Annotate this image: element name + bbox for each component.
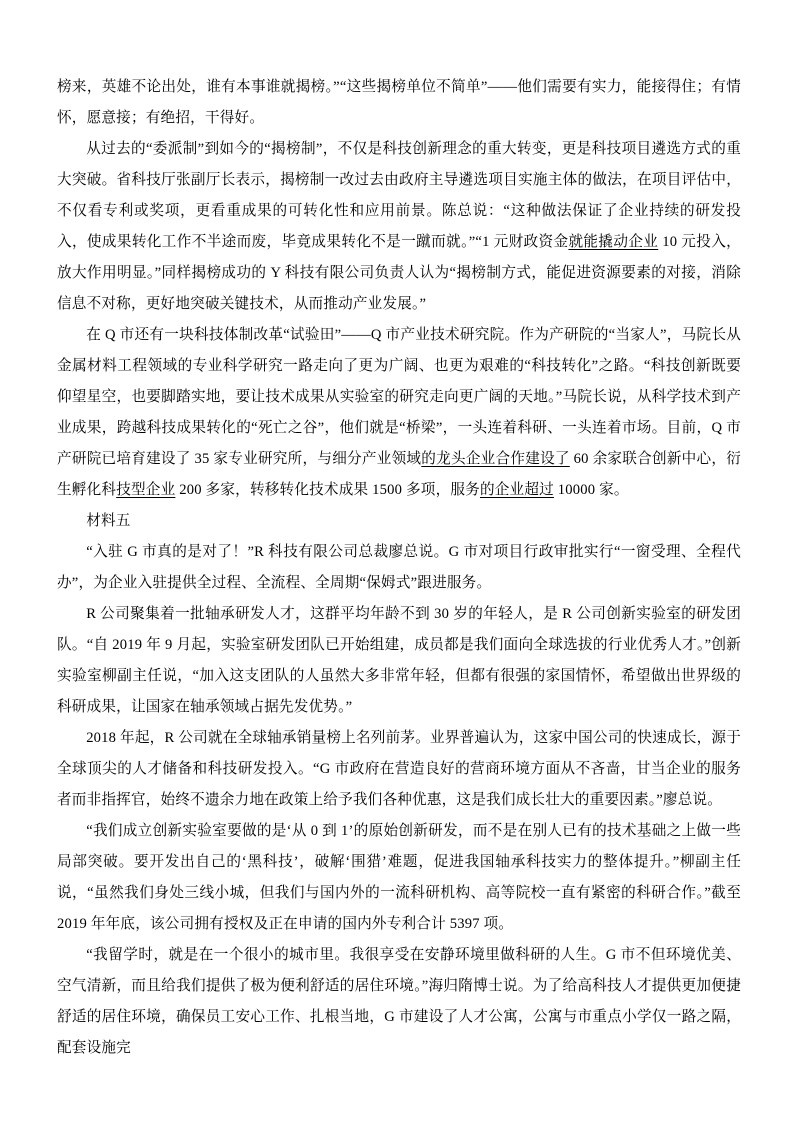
paragraph-innovation-lab [57,816,741,940]
text-run: “入驻 G 市真的是对了！”R 科技有限公司总裁廖总说。G 市对项目行政审批实行“一窗受理、全程代办”，为企业入驻提供全过程、全流程、全周期“保姆式”跟进服务。 [57,544,741,591]
text-run: “我们成立创新实验室要做的是‘从 0 到 1’的原始创新研发，而不是在别人已有的技术基础之上做一些局部突破。要开发出自己的‘黑科技’，破解‘围猎’难题，促进我国轴承科技实力的整体提升。”柳副主任说，“虽然我们身处三线小城，但我们与国内外的一流科研机构、高等院校一直有紧密的科研合作。”截至 2019 年年底，该公司拥有授权及正在申请的国内外专利合计 5397 项。 [57,823,741,932]
text-run: 在 Q 市还有一块科技体制改革“试验田”——Q 市产业技术研究院。作为产研院的“当家人”，马院长从金属材料工程领域的专业科学研究一路走向了更为广阔、也更为艰难的“科技转化”之路。“科技创新既要仰望星空，也要脚踏实地，要让技术成果从实验室的研究走向更广阔的天地。”马院长说，从科学技术到产业成果，跨越科技成果转化的“死亡之谷”，他们就是“桥梁”，一头连着科研、一头连着市场。目前，Q 市产研院已培育建设了 35 家专业研究所，与细分产业领域 [57,327,741,467]
text-run: 榜来，英雄不论出处，谁有本事谁就揭榜。”“这些揭榜单位不简单”——他们需要有实力，能接得住；有情怀，愿意接；有绝招，干得好。 [57,79,741,126]
paragraph-section-heading-material-five [57,506,741,537]
text-run: 60 余家联合创新中心，衍生孵化科 [57,451,741,498]
paragraph-q-city-research-institute [57,320,741,506]
text-run: 材料五 [86,513,131,529]
paragraph-r-company-talent [57,599,741,723]
underlined-text-run: 的企业超过 [479,482,554,498]
paragraph-living-environment [57,940,741,1064]
text-run: 2018 年起，R 公司就在全球轴承销量榜上名列前茅。业界普遍认为，这家中国公司的快速成长，源于全球顶尖的人才储备和科技研发投入。“G 市政府在营造良好的营商环境方面从不吝啬，甘当企业的服务者而非指挥官，始终不遗余力地在政策上给予我们各种优惠，这是我们成长壮大的重要因素。”廖总说。 [57,730,741,808]
text-run: R 公司聚集着一批轴承研发人才，这群平均年龄不到 30 岁的年轻人，是 R 公司创新实验室的研发团队。“自 2019 年 9 月起，实验室研发团队已开始组建，成员都是我们面向全球选拔的行业优秀人才。”创新实验室柳副主任说，“加入这支团队的人虽然大多非常年轻，但都有很强的家国情怀，希望做出世界级的科研成果，让国家在轴承领域占据先发优势。” [57,606,741,715]
underlined-text-run: 的龙头企业合作建设了 [421,451,570,467]
paragraph-continuation-top [57,72,741,134]
paragraph-r-company-growth [57,723,741,816]
text-run: “我留学时，就是在一个很小的城市里。我很享受在安静环境里做科研的人生。G 市不但环境优美、空气清新，而且给我们提供了极为便利舒适的居住环境。”海归隋博士说。为了给高科技人才提供更加便捷舒适的居住环境，确保员工安心工作、扎根当地，G 市建设了人才公寓，公寓与市重点小学仅一路之隔，配套设施完 [57,947,741,1056]
paragraph-g-city-service [57,537,741,599]
underlined-text-run: 技型企业 [116,482,176,498]
text-run: 10000 家。 [553,482,629,498]
text-run: 从过去的“委派制”到如今的“揭榜制”，不仅是科技创新理念的重大转变，更是科技项目遴选方式的重大突破。省科技厅张副厅长表示，揭榜制一改过去由政府主导遴选项目实施主体的做法，在项目评估中，不仅看专利或奖项，更看重成果的可转化性和应用前景。陈总说：“这种做法保证了企业持续的研发投入，使成果转化工作不半途而废，毕竟成果转化不是一蹴而就。”“1 元财政资金 [57,141,741,250]
document-body [57,72,741,1064]
underlined-text-run: 就能撬动企业 [568,234,659,250]
text-run: 10 元投入，放大作用明显。”同样揭榜成功的 Y 科技有限公司负责人认为“揭榜制方式，能促进资源要素的对接，消除信息不对称，更好地突破关键技术，从而推动产业发展。” [57,234,741,312]
text-run: 200 多家，转移转化技术成果 1500 多项，服务 [175,482,480,498]
paragraph-jiebangzhi [57,134,741,320]
